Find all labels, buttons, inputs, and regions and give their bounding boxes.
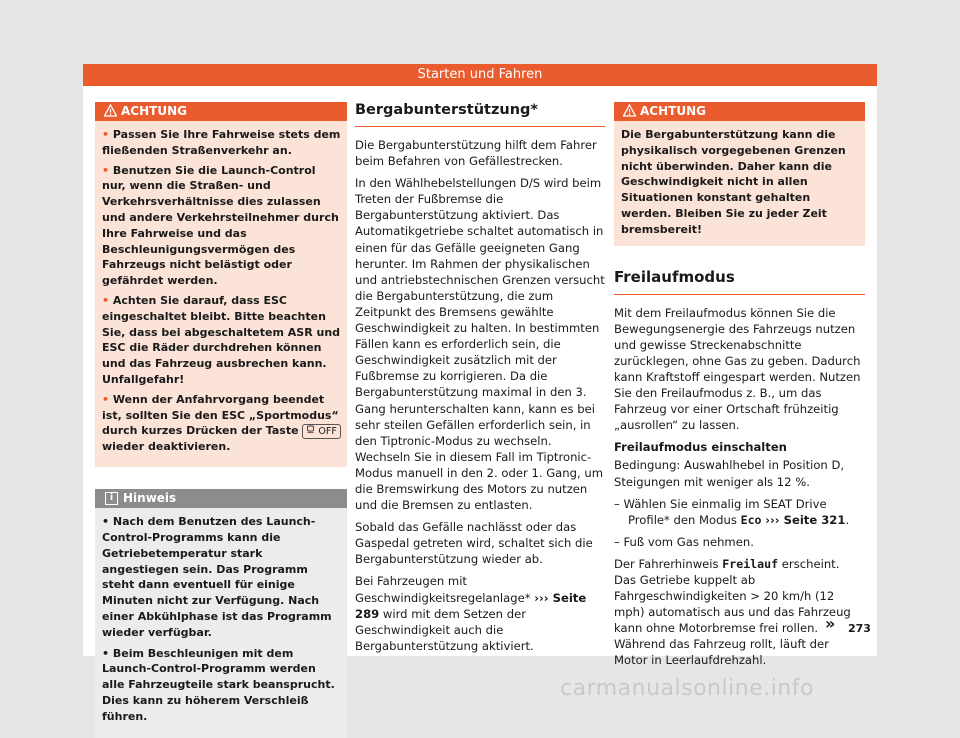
column-right xyxy=(614,102,865,675)
note-title: Hinweis xyxy=(123,491,177,506)
paragraph: Die Bergabunterstützung hilft dem Fahrer beim Befahren von Gefällestrecken. xyxy=(355,138,597,169)
warning-item: • Benutzen Sie die Launch-Control nur, wenn die Straßen- und Verkehrsverhältnisse dies zulassen und andere Verkehrsteilnehmer durch Ihre Fahrweise und das Beschleunigungsvermögen des Fahrzeugs nicht belästigt oder gefährdet werden. xyxy=(102,163,339,288)
step-item: – Wählen Sie einmalig im SEAT Drive Profile* den Modus Eco ››› Seite 321. xyxy=(614,496,850,527)
page-reference-link[interactable]: ››› Seite 321 xyxy=(765,512,846,527)
page-reference-link[interactable]: ››› Seite 289 xyxy=(355,590,587,621)
continue-arrow: » xyxy=(825,614,836,633)
paragraph: Bedingung: Auswahlhebel in Position D, Steigungen mit weniger als 12 %. xyxy=(614,458,845,489)
info-icon: i xyxy=(105,492,118,505)
paragraph: Der Fahrerhinweis Freilauf erscheint. Das Getriebe kuppelt ab Fahrgeschwindigkeiten > 20 km/h (12 mph) automatisch aus und das Fahrzeug kann ohne Motorbremse frei rollen. Während das Fahrzeug rollt, läuft der Motor in Leerlaufdrehzahl. xyxy=(614,556,851,668)
warning-title: ACHTUNG xyxy=(640,104,706,118)
page-number: 273 xyxy=(848,622,871,635)
subheading: Freilaufmodus einschalten xyxy=(614,440,787,455)
paragraph: Mit dem Freilaufmodus können Sie die Bewegungsenergie des Fahrzeugs nutzen und gewisse Streckenabschnitte zurücklegen, ohne Gas zu geben. Dadurch kann Kraftstoff eingespart werden. Nutzen Sie den Freilaufmodus z. B., um das Fahrzeug vor einer Ortschaft frühzeitig „ausrollen“ zu lassen. xyxy=(614,305,861,433)
warning-text: Die Bergabunterstützung kann die physikalisch vorgegebenen Grenzen nicht überwinden. Daher kann die Geschwindigkeit nicht in allen Situationen konstant gehalten werden. Bleiben Sie zu jeder Zeit bremsbereit! xyxy=(621,128,846,236)
note-item: • Beim Beschleunigen mit dem Launch-Control-Programm werden alle Fahrzeugteile stark beansprucht. Dies kann zu höherem Verschleiß führen. xyxy=(102,646,335,723)
warning-item: • Passen Sie Ihre Fahrweise stets dem fließenden Straßenverkehr an. xyxy=(102,128,341,157)
esc-off-key: OFF xyxy=(302,424,340,439)
paragraph: Sobald das Gefälle nachlässt oder das Gaspedal getreten wird, schaltet sich die Bergabunterstützung wieder ab. xyxy=(355,520,593,567)
watermark: carmanualsonline.info xyxy=(560,676,814,701)
section-heading: Freilaufmodus xyxy=(614,268,865,295)
column-left xyxy=(95,102,347,738)
warning-box-body xyxy=(614,121,865,246)
warning-item: • Achten Sie darauf, dass ESC eingeschaltet bleibt. Bitte beachten Sie, dass bei abgeschaltetem ASR und ESC die Räder durchdrehen können und das Fahrzeug ausbrechen kann. Unfallgefahr! xyxy=(102,293,341,386)
section-heading: Bergabunterstützung* xyxy=(355,102,605,127)
step-item: – Fuß vom Gas nehmen. xyxy=(614,534,754,549)
warning-title: ACHTUNG xyxy=(121,104,187,118)
note-box-header xyxy=(95,489,347,508)
warning-triangle-icon xyxy=(104,104,117,117)
note-item: • Nach dem Benutzen des Launch-Control-Programms kann die Getriebetemperatur stark angestiegen sein. Das Programm steht dann eventuell für einige Minuten nicht zur Verfügung. Nach einer Abkühlphase ist das Programm wieder verfügbar. xyxy=(102,515,332,639)
warning-box-header xyxy=(614,102,865,121)
note-box-body xyxy=(95,508,347,737)
warning-box-body xyxy=(95,121,347,467)
car-skid-icon xyxy=(306,425,315,434)
paragraph: In den Wählhebelstellungen D/S wird beim Treten der Fußbremse die Bergabunterstützung aktiviert. Das Automatikgetriebe schaltet automatisch in einen für das Gefälle geeigneten Gang herunter. Im Rahmen der physikalischen und antriebstechnischen Grenzen versucht die Bergabunterstützung, die zum Zeitpunkt des Bremsens gewählte Geschwindigkeit zu halten. In bestimmten Fällen kann es erforderlich sein, die Geschwindigkeit zusätzlich mit der Fußbremse zu korrigieren. Da die Bergabunterstützung maximal in den 3. Gang herunterschalten kann, kann es bei sehr steilen Gefällen erforderlich sein, in den Tiptronic-Modus zu wechseln. Wechseln Sie in diesem Fall im Tiptronic-Modus manuell in den 2. oder 1. Gang, um die Bremswirkung des Motors zu nutzen und die Bremsen zu entlasten. xyxy=(355,176,605,513)
warning-item: • Wenn der Anfahrvorgang beendet ist, sollten Sie den ESC „Sportmodus“ durch kurzes Drücken der Taste OFF wieder deaktivieren. xyxy=(102,392,341,455)
section-header: Starten und Fahren xyxy=(83,64,877,86)
column-middle xyxy=(355,102,605,660)
warning-box-header xyxy=(95,102,347,121)
paragraph: Bei Fahrzeugen mit Geschwindigkeitsregelanlage* ››› Seite 289 wird mit dem Setzen der Geschwindigkeit auch die Bergabunterstützung aktiviert. xyxy=(355,574,587,653)
warning-triangle-icon xyxy=(623,104,636,117)
